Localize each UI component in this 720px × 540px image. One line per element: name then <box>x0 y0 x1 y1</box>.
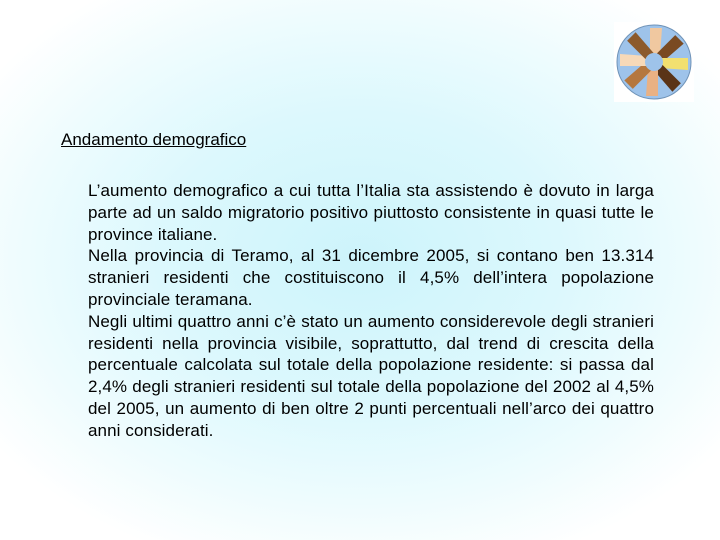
paragraph-demographic-growth: L’aumento demografico a cui tutta l’Italia sta assistendo è dovuto in larga parte ad un saldo migratorio positivo piuttosto consistente in quasi tutte le province italiane. <box>88 181 654 244</box>
paragraph-teramo-foreigners: Nella provincia di Teramo, al 31 dicembre 2005, si contano ben 13.314 stranieri residenti che costituiscono il 4,5% dell’intera popolazione provinciale teramana. <box>88 246 654 309</box>
slide-heading: Andamento demografico <box>61 130 247 149</box>
slide-body <box>88 180 654 442</box>
paragraph-growth-trend: Negli ultimi quattro anni c’è stato un aumento considerevole degli stranieri residenti nella provincia visibile, soprattutto, dal trend di crescita della percentuale calcolata sul totale della popolazione residente: si passa dal 2,4% degli stranieri residenti sul totale della popolazione del 2002 al 4,5% del 2005, un aumento di ben oltre 2 punti percentuali nell’arco dei quattro anni considerati. <box>88 311 654 440</box>
joined-hands-circle-icon <box>614 22 694 102</box>
